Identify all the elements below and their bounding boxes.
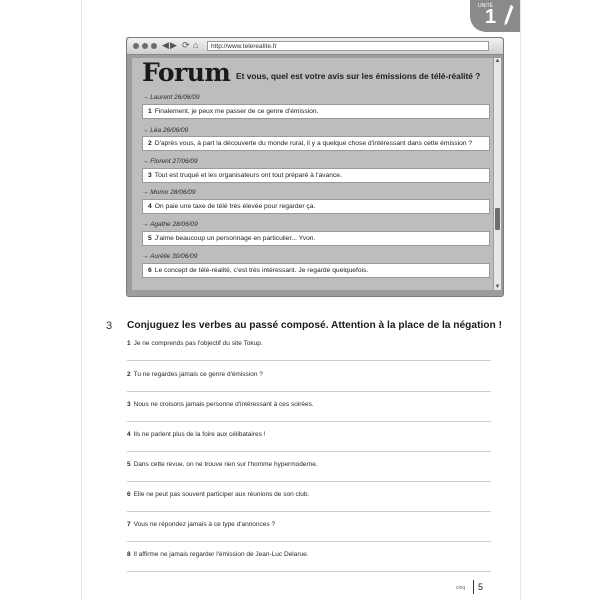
item-text: Vous ne répondez jamais à ce type d'annonces ? — [133, 521, 276, 528]
post-author: → Agathe 28/06/09 — [142, 221, 198, 228]
answer-line[interactable] — [127, 481, 491, 482]
window-dot-icon[interactable] — [151, 43, 157, 49]
post-text: J'aime beaucoup un personnage en particulier... Yvon. — [154, 235, 316, 242]
exercise-title: Conjuguez les verbes au passé composé. Attention à la place de la négation ! — [127, 320, 502, 331]
answer-line[interactable] — [127, 391, 491, 392]
item-number: 5 — [127, 461, 131, 468]
post-comment — [142, 231, 490, 246]
item-number: 2 — [127, 371, 131, 378]
item-number: 4 — [127, 431, 131, 438]
page-number: 5 — [478, 582, 484, 592]
post-text: Tout est truqué et les organisateurs ont tout préparé à l'avance. — [154, 172, 342, 179]
scroll-thumb[interactable] — [495, 208, 500, 230]
forum-title: Forum — [142, 58, 231, 87]
pen-icon — [504, 4, 514, 26]
post-number: 2 — [148, 140, 152, 147]
browser-toolbar — [127, 38, 503, 55]
answer-line[interactable] — [127, 541, 491, 542]
exercise-item — [127, 401, 314, 408]
post-author: → Momo 28/06/09 — [142, 189, 196, 196]
post-text: Finalement, je peux me passer de ce genre d'émission. — [154, 108, 319, 115]
window-dot-icon[interactable] — [133, 43, 139, 49]
post-number: 5 — [148, 235, 152, 242]
post-comment — [142, 199, 490, 214]
exercise-number: 3 — [106, 320, 113, 332]
post-author: → Florent 27/06/09 — [142, 158, 198, 165]
answer-line[interactable] — [127, 360, 491, 361]
unit-label: UNITÉ — [478, 3, 493, 9]
post-number: 4 — [148, 203, 152, 210]
post-number: 3 — [148, 172, 152, 179]
scroll-up-icon[interactable]: ▲ — [494, 58, 501, 64]
post-text: D'après vous, à part la découverte du monde rural, il y a quelque chose d'intéressant dans cette émission ? — [154, 140, 473, 147]
item-number: 8 — [127, 551, 131, 558]
answer-line[interactable] — [127, 571, 491, 572]
exercise-item — [127, 431, 266, 438]
item-text: Ils ne parlent plus de la foire aux célibataires ! — [133, 431, 266, 438]
forum-question: Et vous, quel est votre avis sur les émissions de télé-réalité ? — [236, 71, 481, 81]
post-text: Le concept de télé-réalité, c'est très intéressant. Je regarde quelquefois. — [154, 267, 369, 274]
window-dot-icon[interactable] — [142, 43, 148, 49]
answer-line[interactable] — [127, 511, 491, 512]
forum-content — [132, 58, 493, 290]
post-author: → Laurent 26/06/09 — [142, 94, 200, 101]
item-text: Je ne comprends pas l'objectif du site Tokup. — [133, 340, 263, 347]
reload-icon[interactable]: ⟳ — [182, 40, 190, 50]
post-comment — [142, 136, 490, 151]
item-number: 6 — [127, 491, 131, 498]
exercise-item — [127, 340, 263, 347]
post-author: → Aurélie 30/06/09 — [142, 253, 198, 260]
answer-line[interactable] — [127, 451, 491, 452]
item-text: Elle ne peut pas souvent participer aux réunions de son club. — [133, 491, 310, 498]
scroll-down-icon[interactable]: ▼ — [494, 284, 501, 290]
post-number: 1 — [148, 108, 152, 115]
exercise-item — [127, 521, 275, 528]
post-comment — [142, 263, 490, 278]
post-text: On paie une taxe de télé très élevée pour regarder ça. — [154, 203, 316, 210]
exercise-item — [127, 461, 318, 468]
item-number: 7 — [127, 521, 131, 528]
answer-line[interactable] — [127, 421, 491, 422]
post-comment — [142, 104, 490, 119]
item-text: Il affirme ne jamais regarder l'émission de Jean-Luc Delarue. — [133, 551, 309, 558]
unit-number: 1 — [485, 6, 497, 28]
scrollbar[interactable] — [494, 58, 501, 290]
exercise-item — [127, 551, 309, 558]
post-number: 6 — [148, 267, 152, 274]
item-text: Tu ne regardes jamais ce genre d'émission ? — [133, 371, 263, 378]
exercise-item — [127, 491, 309, 498]
browser-window — [126, 37, 504, 297]
item-text: Nous ne croisons jamais personne d'intéressant à ces soirées. — [133, 401, 314, 408]
post-author: → Léa 26/06/09 — [142, 127, 189, 134]
unit-tab — [470, 0, 520, 32]
item-number: 3 — [127, 401, 131, 408]
back-icon[interactable]: ◀ — [162, 40, 169, 50]
exercise-item — [127, 371, 263, 378]
home-icon[interactable]: ⌂ — [193, 40, 199, 50]
item-text: Dans cette revue, on ne trouve rien sur l'homme hypermoderne. — [133, 461, 318, 468]
address-bar[interactable]: http://www.telerealite.fr — [207, 41, 489, 51]
forward-icon[interactable]: ▶ — [170, 40, 177, 50]
footer-divider — [473, 580, 474, 594]
footer-code: cinq — [456, 585, 466, 591]
item-number: 1 — [127, 340, 131, 347]
post-comment — [142, 168, 490, 183]
